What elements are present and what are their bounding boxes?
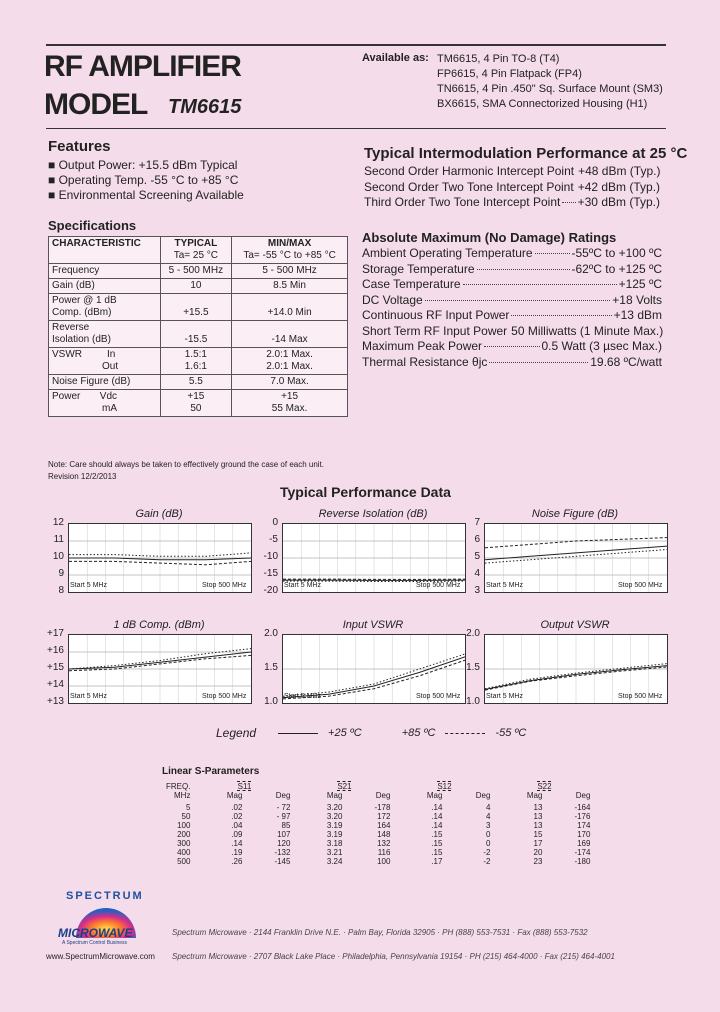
sparams-row <box>162 803 594 812</box>
absmax-row <box>362 293 662 309</box>
sparams-cell: 172 <box>377 812 391 821</box>
spec-row <box>49 279 348 294</box>
spec-typ: 5 - 500 MHz <box>160 264 232 279</box>
dot-leader <box>477 268 570 270</box>
y-tick-label: -20 <box>263 585 278 596</box>
spec-char: Power @ 1 dB Comp. (dBm) <box>49 294 161 321</box>
spec-char: Noise Figure (dB) <box>49 375 161 390</box>
sparams-cell: 300 <box>177 839 191 848</box>
sparams-cell: 5 <box>186 803 191 812</box>
dot-leader <box>562 201 575 203</box>
sparams-cell: -180 <box>574 857 591 866</box>
feature-item: ■ Environmental Screening Available <box>48 188 244 202</box>
sparams-cell: -2 <box>483 857 491 866</box>
sparams-cell: -176 <box>574 812 591 821</box>
intermod-row <box>364 164 660 180</box>
y-tick-label: -10 <box>263 551 278 562</box>
dot-leader <box>489 361 588 363</box>
chart-title: Reverse Isolation (dB) <box>318 508 428 520</box>
sparams-cell: -178 <box>374 803 391 812</box>
legend-dashed-line <box>445 733 485 734</box>
model-label: MODEL <box>44 88 148 121</box>
sparams-cell: .14 <box>431 821 443 830</box>
spec-header: CHARACTERISTIC <box>49 237 161 264</box>
spec-row <box>49 321 348 348</box>
chart-title: Noise Figure (dB) <box>531 508 619 520</box>
sparams-cell: 3.24 <box>326 857 343 866</box>
spec-header: MIN/MAX Ta= -55 °C to +85 °C <box>232 237 348 264</box>
absmax-row-label: Case Temperature <box>362 277 461 291</box>
sparams-cell: 50 <box>181 812 191 821</box>
sparams-sub-header: MHz <box>174 791 191 800</box>
bullet-icon: ■ <box>48 188 59 202</box>
y-tick-label: 5 <box>474 551 480 562</box>
axis-stop-label: Stop 500 MHz <box>618 693 663 700</box>
spec-row <box>49 348 348 375</box>
intermod-row <box>364 195 660 211</box>
sparams-cell: - 97 <box>276 812 291 821</box>
sparams-col-header: FREQ. <box>166 782 191 791</box>
spec-row <box>49 264 348 279</box>
sparams-cell: .04 <box>231 821 243 830</box>
sparams-cell: -145 <box>274 857 291 866</box>
logo-sub: A Spectrum Control Business <box>62 940 128 946</box>
y-tick-label: 2.0 <box>264 628 278 639</box>
address-line-1: Spectrum Microwave · 2144 Franklin Drive N.E. · Palm Bay, Florida 32905 · PH (888) 553-7531 · Fax (888) 553-7532 <box>172 928 588 937</box>
website-link[interactable]: www.SpectrumMicrowave.com <box>46 952 155 961</box>
y-tick-label: 2.0 <box>466 628 480 639</box>
perf-title: Typical Performance Data <box>280 484 451 500</box>
sparams-cell: 15 <box>533 830 543 839</box>
sparams-cell: .19 <box>231 848 243 857</box>
sparams-cell: 400 <box>177 848 191 857</box>
package-item: TM6615, 4 Pin TO-8 (T4) <box>437 53 560 65</box>
dot-leader <box>425 299 611 301</box>
absmax-row <box>362 277 662 293</box>
y-tick-label: -5 <box>269 534 278 545</box>
absmax-row <box>362 246 662 262</box>
spec-typ: +15.5 <box>160 294 232 321</box>
sparams-cell: 23 <box>533 857 543 866</box>
y-tick-label: 1.5 <box>466 662 480 673</box>
spec-char: Frequency <box>49 264 161 279</box>
address-line-2: Spectrum Microwave · 2707 Black Lake Place · Philadelphia, Pennsylvania 19154 · PH (215) 464-4000 · Fax (215) 464-4001 <box>172 952 615 961</box>
dot-leader <box>535 252 570 254</box>
specs-title: Specifications <box>48 218 137 233</box>
header-line <box>46 44 666 46</box>
package-list <box>437 52 663 112</box>
spec-max: 8.5 Min <box>232 279 348 294</box>
y-tick-label: 9 <box>58 568 64 579</box>
sparams-cell: 169 <box>577 839 591 848</box>
sparams-cell: 20 <box>533 848 543 857</box>
sparams-cell: -174 <box>574 848 591 857</box>
sparams-title: Linear S-Parameters <box>162 766 260 777</box>
feature-item: ■ Output Power: +15.5 dBm Typical <box>48 158 238 172</box>
y-tick-label: 7 <box>474 517 480 528</box>
sparams-header <box>162 782 594 791</box>
axis-stop-label: Stop 500 MHz <box>202 693 247 700</box>
sparams-sub-header: Mag <box>326 791 343 800</box>
legend-item: -55 ºC <box>495 727 527 739</box>
sparams-sub-header: Deg <box>575 791 591 800</box>
sparams-cell: 116 <box>377 848 391 857</box>
sparams-sub-header: Deg <box>375 791 391 800</box>
features-list <box>48 158 244 203</box>
spec-max: 7.0 Max. <box>232 375 348 390</box>
y-tick-label: 8 <box>58 585 64 596</box>
sparams-cell: 500 <box>177 857 191 866</box>
y-tick-label: +17 <box>47 628 64 639</box>
absmax-row-value: 19.68 ºC/watt <box>590 354 662 369</box>
sparams-cell: .09 <box>231 830 243 839</box>
sparams-cell: -164 <box>574 803 591 812</box>
header-line-bottom <box>46 128 666 129</box>
y-tick-label: +14 <box>47 679 64 690</box>
sparams-cell: -2 <box>483 848 491 857</box>
spec-char: Reverse Isolation (dB) <box>49 321 161 348</box>
spec-max: -14 Max <box>232 321 348 348</box>
bullet-icon: ■ <box>48 173 59 187</box>
absmax-row-label: Storage Temperature <box>362 261 475 276</box>
package-item: TN6615, 4 Pin .450" Sq. Surface Mount (SM3) <box>437 83 663 95</box>
absmax-row-value: +125 ºC <box>618 277 662 291</box>
sparams-sub-header: Mag <box>426 791 443 800</box>
sparams-cell: 0 <box>486 839 491 848</box>
sparams-sub-header: Deg <box>475 791 491 800</box>
absmax-row <box>362 339 662 355</box>
axis-stop-label: Stop 500 MHz <box>618 582 663 589</box>
sparams-cell: .17 <box>431 857 443 866</box>
sparams-cell: 4 <box>486 812 491 821</box>
sparams-cell: 107 <box>277 830 291 839</box>
intermod-row-label: Second Order Two Tone Intercept Point <box>364 179 574 194</box>
spec-header: TYPICAL Ta= 25 °C <box>160 237 232 264</box>
absmax-row <box>362 355 662 371</box>
y-tick-label: -15 <box>263 568 278 579</box>
sparams-row <box>162 839 594 848</box>
spec-row <box>49 390 348 417</box>
sparams-cell: 3.20 <box>326 812 343 821</box>
dot-leader <box>463 283 617 285</box>
specs-note: Note: Care should always be taken to effectively ground the case of each unit. <box>48 460 325 469</box>
sparams-cell: 3.21 <box>326 848 343 857</box>
absmax-row-label: Ambient Operating Temperature <box>362 246 533 260</box>
sparams-cell: 13 <box>533 821 543 830</box>
sparams-cell: 4 <box>486 803 491 812</box>
sparams-row <box>162 821 594 830</box>
sparams-cell: 100 <box>377 857 391 866</box>
absmax-row-label: Thermal Resistance θjc <box>362 354 488 369</box>
absmax-row-value: -62ºC to +125 ºC <box>571 261 662 276</box>
intermod-row-label: Third Order Two Tone Intercept Point <box>364 195 561 209</box>
package-item: BX6615, SMA Connectorized Housing (H1) <box>437 98 648 110</box>
sparams-table <box>162 782 594 866</box>
spec-max: 2.0:1 Max. 2.0:1 Max. <box>232 348 348 375</box>
y-tick-label: 3 <box>474 585 480 596</box>
sparams-cell: 3.18 <box>326 839 343 848</box>
absmax-row-label: DC Voltage <box>362 292 423 307</box>
chart-title: Gain (dB) <box>135 508 183 520</box>
logo <box>56 888 156 948</box>
spec-char: Power Vdc mA <box>49 390 161 417</box>
spec-max: +15 55 Max. <box>232 390 348 417</box>
sparams-cell: .02 <box>231 803 243 812</box>
sparams-cell: 174 <box>577 821 591 830</box>
logo-word: MICROWAVE <box>58 926 133 940</box>
y-tick-label: 1.0 <box>264 696 278 707</box>
specs-revision: Revision 12/2/2013 <box>48 472 117 481</box>
spec-max: +14.0 Min <box>232 294 348 321</box>
legend-item: +85 ºC <box>401 727 436 739</box>
spec-row <box>49 294 348 321</box>
absmax-row-value: +18 Volts <box>612 292 662 307</box>
axis-start-label: Start 5 MHz <box>70 693 107 700</box>
legend <box>216 726 526 740</box>
dot-leader <box>484 345 539 347</box>
sparams-cell: 164 <box>377 821 391 830</box>
sparams-cell: - 72 <box>276 803 291 812</box>
model-number: TM6615 <box>168 96 242 118</box>
sparams-cell: 85 <box>281 821 291 830</box>
axis-start-label: Start 5 MHz <box>284 582 321 589</box>
package-item: FP6615, 4 Pin Flatpack (FP4) <box>437 68 582 80</box>
y-tick-label: 1.0 <box>466 696 480 707</box>
chart-title: Input VSWR <box>342 619 404 631</box>
sparams-cell: -132 <box>274 848 291 857</box>
available-label: Available as: <box>362 52 429 64</box>
y-tick-label: 1.5 <box>264 662 278 673</box>
sparams-block <box>162 782 594 866</box>
y-tick-label: 12 <box>52 517 64 528</box>
sparams-cell: .14 <box>431 803 443 812</box>
y-tick-label: 0 <box>272 517 278 528</box>
spec-char: Gain (dB) <box>49 279 161 294</box>
sparams-cell: .15 <box>431 839 443 848</box>
absmax-list <box>362 246 662 370</box>
sparams-col-header: S12 <box>437 782 452 791</box>
sparams-row <box>162 848 594 857</box>
intermod-list <box>364 164 660 211</box>
absmax-row-value: -55ºC to +100 ºC <box>571 246 662 260</box>
intermod-row <box>364 180 660 196</box>
axis-start-label: Start 5 MHz <box>70 582 107 589</box>
sparams-cell: .14 <box>431 812 443 821</box>
sparams-cell: 100 <box>177 821 191 830</box>
absmax-row <box>362 308 662 324</box>
sparams-cell: 3.20 <box>326 803 343 812</box>
sparams-row <box>162 812 594 821</box>
sparams-sub-header: Mag <box>526 791 543 800</box>
sparams-cell: 3.19 <box>326 821 343 830</box>
absmax-row-label: Short Term RF Input Power <box>362 323 508 338</box>
features-title: Features <box>48 138 111 155</box>
intermod-row-value: +48 dBm (Typ.) <box>578 164 661 178</box>
intermod-row-value: +30 dBm (Typ.) <box>577 195 660 209</box>
spec-typ: 1.5:1 1.6:1 <box>160 348 232 375</box>
y-tick-label: 10 <box>52 551 64 562</box>
sparams-subheader <box>162 791 594 803</box>
chart-title: Output VSWR <box>540 619 610 631</box>
intermod-row-label: Second Order Harmonic Intercept Point <box>364 164 575 178</box>
y-tick-label: 11 <box>53 534 64 545</box>
axis-stop-label: Stop 500 MHz <box>416 582 461 589</box>
legend-solid-line <box>278 733 318 734</box>
absmax-row-label: Continuous RF Input Power <box>362 308 510 322</box>
sparams-cell: 200 <box>177 830 191 839</box>
axis-start-label: Start 5 MHz <box>284 693 321 700</box>
spec-typ: 5.5 <box>160 375 232 390</box>
absmax-row-value: 50 Milliwatts (1 Minute Max.) <box>511 323 664 338</box>
sparams-cell: 148 <box>377 830 391 839</box>
absmax-row <box>362 262 662 278</box>
sparams-cell: .15 <box>431 830 443 839</box>
y-tick-label: +13 <box>47 696 64 707</box>
y-tick-label: 4 <box>474 568 480 579</box>
sparams-cell: .15 <box>431 848 443 857</box>
axis-start-label: Start 5 MHz <box>486 582 523 589</box>
sparams-cell: 13 <box>533 812 543 821</box>
sparams-cell: 0 <box>486 830 491 839</box>
absmax-row-value: 0.5 Watt (3 µsec Max.) <box>541 339 662 353</box>
sparams-sub-header: Mag <box>226 791 243 800</box>
axis-start-label: Start 5 MHz <box>486 693 523 700</box>
absmax-row-value: +13 dBm <box>613 308 662 322</box>
specs-table <box>48 236 348 417</box>
sparams-cell: 17 <box>533 839 543 848</box>
sparams-cell: .02 <box>231 812 243 821</box>
bullet-icon: ■ <box>48 158 59 172</box>
axis-stop-label: Stop 500 MHz <box>202 582 247 589</box>
sparams-cell: .26 <box>231 857 243 866</box>
intermod-title: Typical Intermodulation Performance at 25 °C <box>364 145 688 162</box>
sparams-cell: 132 <box>377 839 391 848</box>
spec-char: VSWR In Out <box>49 348 161 375</box>
sparams-row <box>162 857 594 866</box>
page-title: RF AMPLIFIER <box>44 50 241 83</box>
sparams-cell: .14 <box>231 839 243 848</box>
sparams-cell: 3.19 <box>326 830 343 839</box>
spec-typ: +15 50 <box>160 390 232 417</box>
sparams-col-header: S11 <box>237 782 252 791</box>
legend-title: Legend <box>216 726 257 740</box>
logo-text: SPECTRUM <box>66 890 144 902</box>
feature-item: ■ Operating Temp. -55 °C to +85 °C <box>48 173 239 187</box>
chart-title: 1 dB Comp. (dBm) <box>113 619 205 631</box>
sparams-cell: 170 <box>577 830 591 839</box>
sparams-cell: 120 <box>277 839 291 848</box>
absmax-title: Absolute Maximum (No Damage) Ratings <box>362 230 617 245</box>
sparams-cell: 13 <box>533 803 543 812</box>
y-tick-label: +16 <box>47 645 64 656</box>
absmax-row-label: Maximum Peak Power <box>362 339 483 353</box>
intermod-row-value: +42 dBm (Typ.) <box>577 179 661 194</box>
absmax-row <box>362 324 662 340</box>
sparams-row <box>162 830 594 839</box>
y-tick-label: +15 <box>47 662 64 673</box>
axis-stop-label: Stop 500 MHz <box>416 693 461 700</box>
spec-max: 5 - 500 MHz <box>232 264 348 279</box>
legend-item: +25 ºC <box>328 727 362 739</box>
spec-typ: 10 <box>160 279 232 294</box>
spec-row <box>49 375 348 390</box>
spec-typ: -15.5 <box>160 321 232 348</box>
dot-leader <box>511 314 611 316</box>
y-tick-label: 6 <box>474 534 480 545</box>
sparams-col-header: S22 <box>537 782 552 791</box>
sparams-cell: 3 <box>486 821 491 830</box>
sparams-sub-header: Deg <box>275 791 291 800</box>
sparams-col-header: S21 <box>337 782 352 791</box>
